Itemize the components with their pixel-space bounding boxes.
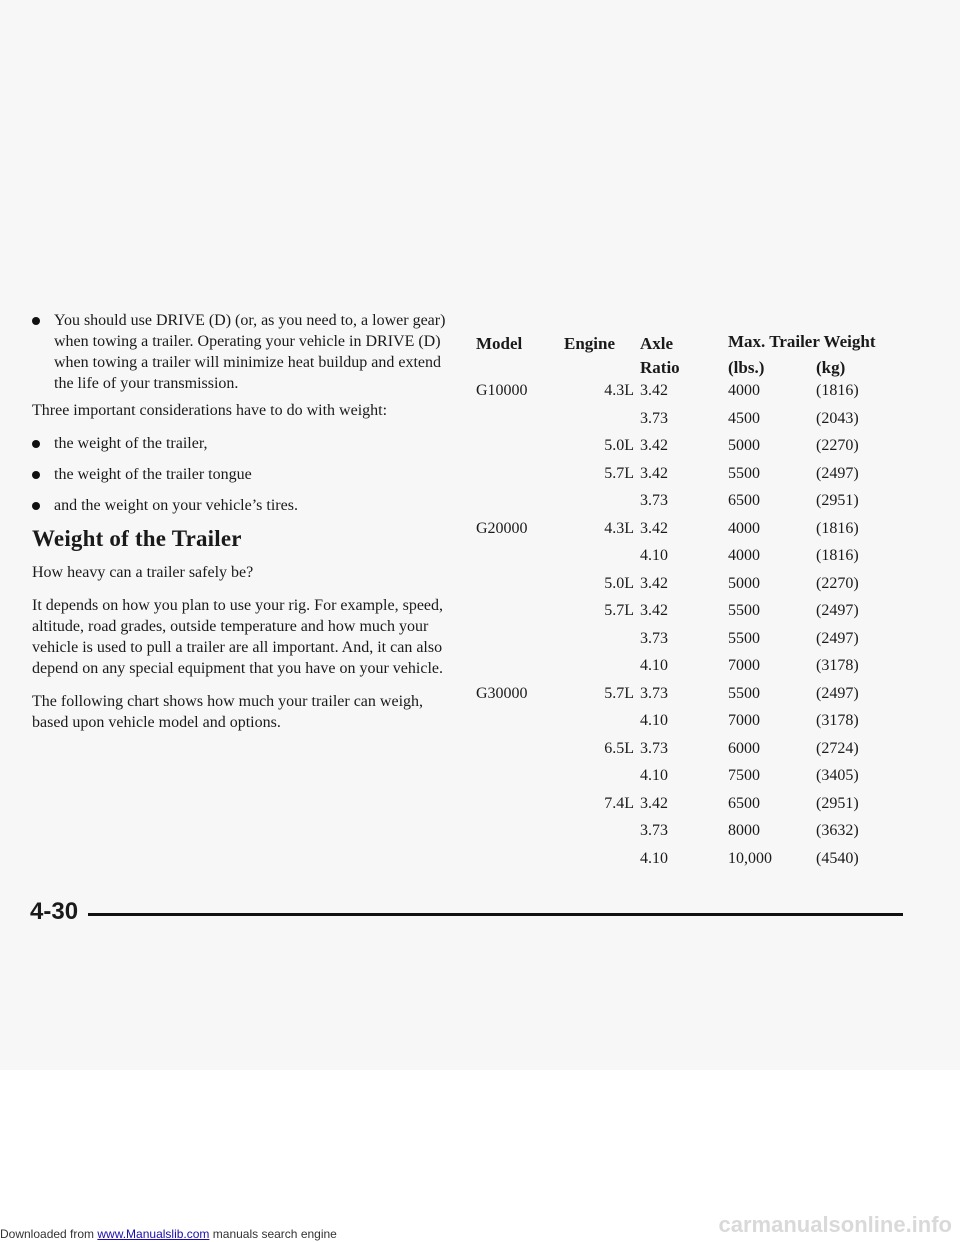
cell-kg: (2497) [816, 684, 859, 702]
cell-axle-ratio: 3.42 [640, 602, 668, 619]
cell-engine: 5.7L [604, 684, 634, 702]
bullet-drive: You should use DRIVE (D) (or, as you need to, a lower gear) when towing a trailer. Operating your vehicle in DRIVE (D) when towing a trailer will minimize heat buildup and extend the life of your transmission. [32, 310, 452, 394]
header-model: Model [476, 334, 523, 353]
cell-kg: (3178) [816, 657, 859, 674]
cell-kg: (4540) [816, 849, 859, 867]
header-ratio: Ratio [640, 358, 680, 377]
cell-engine: 4.3L [604, 382, 634, 399]
footer-suffix: manuals search engine [209, 1227, 337, 1241]
cell-kg: (2497) [816, 464, 859, 482]
table-row [468, 795, 908, 823]
table-row [468, 850, 908, 878]
header-max-trailer-weight: Max. Trailer Weight [728, 332, 876, 351]
table-row [468, 767, 908, 795]
cell-kg: (3178) [816, 712, 859, 729]
cell-axle-ratio: 3.42 [640, 519, 668, 537]
cell-model: G20000 [476, 519, 528, 537]
cell-lbs: 5500 [728, 629, 760, 647]
cell-axle-ratio: 3.42 [640, 794, 668, 812]
paragraph-chart-intro: The following chart shows how much your trailer can weigh, based upon vehicle model and options. [32, 693, 424, 731]
table-body [468, 382, 908, 877]
left-column [32, 310, 452, 745]
cell-kg: (2043) [816, 409, 859, 427]
cell-engine: 7.4L [604, 794, 634, 812]
footer-rule [88, 913, 903, 916]
cell-kg: (2724) [816, 739, 859, 757]
cell-engine: 5.7L [604, 464, 634, 482]
cell-lbs: 7000 [728, 657, 760, 674]
cell-kg: (2270) [816, 437, 859, 454]
cell-axle-ratio: 3.73 [640, 822, 668, 839]
cell-axle-ratio: 4.10 [640, 712, 668, 729]
table-row [468, 630, 908, 658]
cell-lbs: 6500 [728, 794, 760, 812]
cell-engine: 5.0L [604, 574, 634, 592]
cell-kg: (2270) [816, 574, 859, 592]
weight-item: the weight of the trailer, [32, 433, 452, 454]
table-row [468, 465, 908, 493]
table-row [468, 740, 908, 768]
cell-lbs: 7000 [728, 712, 760, 729]
cell-lbs: 5500 [728, 464, 760, 482]
table-header [468, 330, 908, 382]
footer-prefix: Downloaded from [0, 1227, 98, 1241]
page-number: 4-30 [30, 898, 79, 925]
cell-axle-ratio: 4.10 [640, 547, 668, 564]
cell-axle-ratio: 3.73 [640, 409, 668, 427]
cell-lbs: 4000 [728, 382, 760, 399]
header-axle: Axle [640, 334, 674, 353]
table-row [468, 520, 908, 548]
cell-lbs: 4000 [728, 547, 760, 564]
cell-kg: (1816) [816, 382, 859, 399]
cell-engine: 5.7L [604, 602, 634, 619]
cell-model: G30000 [476, 684, 528, 702]
cell-model: G10000 [476, 382, 528, 399]
table-row [468, 547, 908, 575]
cell-lbs: 5500 [728, 684, 760, 702]
site-watermark: carmanualsonline.info [718, 1212, 952, 1237]
paragraph-depends: It depends on how you plan to use your rig. For example, speed, altitude, road grades, outside temperature and how much your vehicle is used to pull a trailer are all important. And, it can also depend on any special equipment that you have on your vehicle. [32, 597, 444, 677]
table-row [468, 602, 908, 630]
table-row [468, 822, 908, 850]
cell-engine: 4.3L [604, 519, 634, 537]
cell-axle-ratio: 4.10 [640, 849, 668, 867]
cell-axle-ratio: 3.73 [640, 629, 668, 647]
cell-axle-ratio: 3.42 [640, 574, 668, 592]
cell-kg: (2951) [816, 794, 859, 812]
cell-lbs: 10,000 [728, 849, 772, 867]
cell-lbs: 5000 [728, 437, 760, 454]
cell-axle-ratio: 3.42 [640, 464, 668, 482]
cell-lbs: 4000 [728, 519, 760, 537]
manualslib-link[interactable]: www.Manualslib.com [97, 1227, 210, 1241]
cell-axle-ratio: 3.73 [640, 492, 668, 509]
cell-lbs: 5000 [728, 574, 760, 592]
table-row [468, 685, 908, 713]
cell-kg: (2951) [816, 492, 859, 509]
cell-lbs: 6500 [728, 492, 760, 509]
cell-axle-ratio: 3.42 [640, 437, 668, 454]
cell-engine: 5.0L [604, 437, 634, 454]
cell-lbs: 7500 [728, 767, 760, 784]
cell-axle-ratio: 3.73 [640, 739, 668, 757]
table-row [468, 575, 908, 603]
cell-axle-ratio: 4.10 [640, 767, 668, 784]
table-row [468, 382, 908, 410]
cell-lbs: 4500 [728, 409, 760, 427]
header-lbs: (lbs.) [728, 358, 765, 377]
table-row [468, 410, 908, 438]
weight-item: and the weight on your vehicle’s tires. [32, 495, 452, 516]
table-row [468, 437, 908, 465]
header-engine: Engine [564, 334, 616, 353]
cell-lbs: 6000 [728, 739, 760, 757]
cell-axle-ratio: 3.73 [640, 684, 668, 702]
section-heading: Weight of the Trailer [32, 526, 242, 551]
header-kg: (kg) [816, 358, 846, 377]
cell-kg: (1816) [816, 547, 859, 564]
table-row [468, 657, 908, 685]
cell-kg: (1816) [816, 519, 859, 537]
cell-engine: 6.5L [604, 739, 634, 757]
weight-item: the weight of the trailer tongue [32, 464, 452, 485]
cell-axle-ratio: 4.10 [640, 657, 668, 674]
cell-axle-ratio: 3.42 [640, 382, 668, 399]
weight-intro: Three important considerations have to do with weight: [32, 402, 388, 419]
cell-kg: (3632) [816, 822, 859, 839]
table-row [468, 492, 908, 520]
cell-kg: (2497) [816, 602, 859, 619]
cell-lbs: 8000 [728, 822, 760, 839]
table-row [468, 712, 908, 740]
cell-lbs: 5500 [728, 602, 760, 619]
trailer-weight-table [468, 330, 908, 877]
cell-kg: (2497) [816, 629, 859, 647]
cell-kg: (3405) [816, 767, 859, 784]
question: How heavy can a trailer safely be? [32, 564, 254, 581]
